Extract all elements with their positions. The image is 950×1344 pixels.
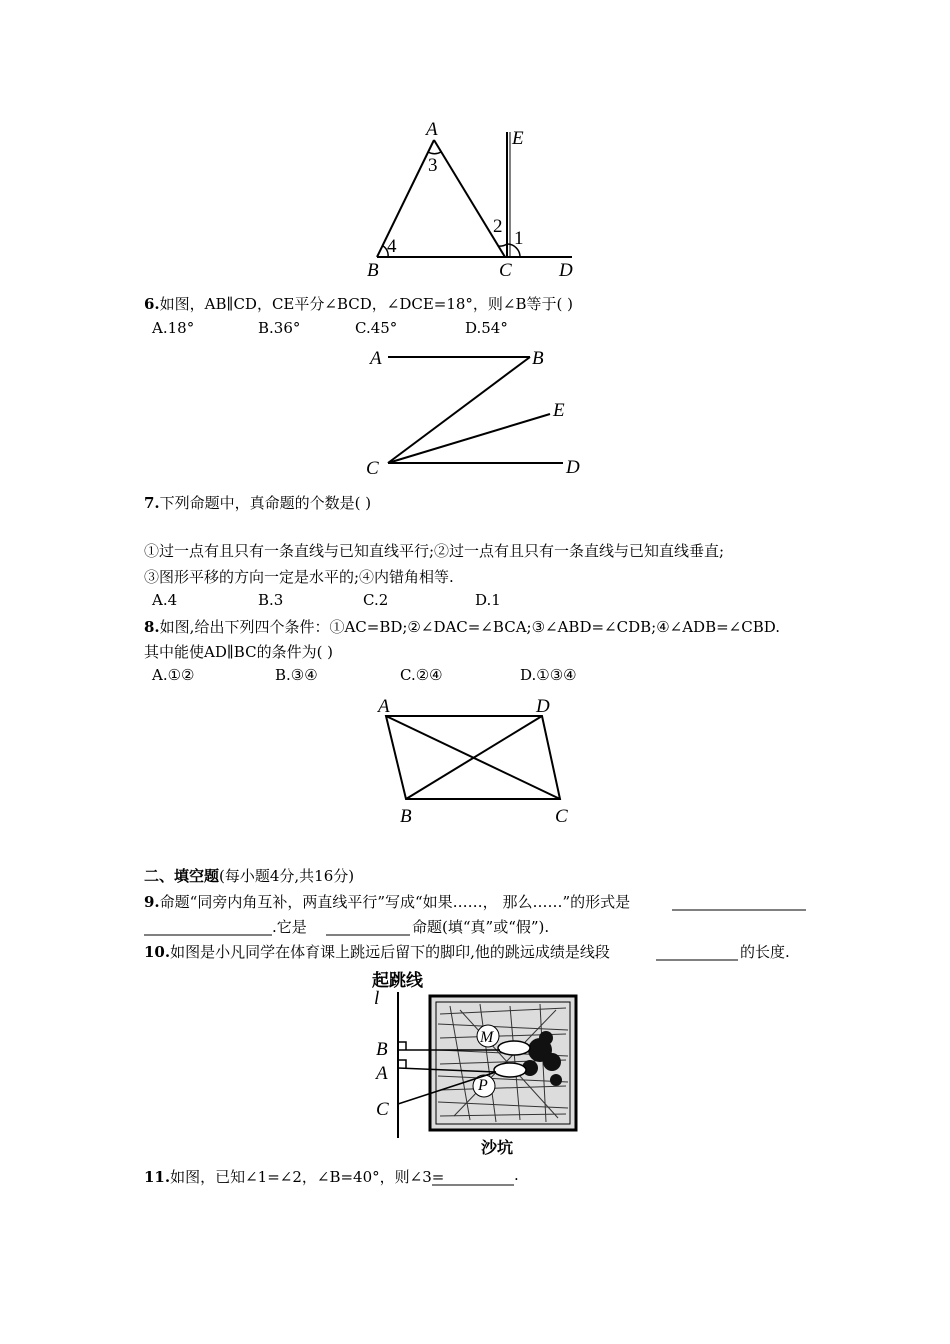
question-text: 如图，AB∥CD，CE平分∠BCD，∠DCE=18°，则∠B等于( ) (159, 295, 574, 313)
option-b: B.36° (258, 319, 301, 337)
option-c: C.2 (363, 591, 389, 609)
question-8-line-2: 其中能使AD∥BC的条件为( ) (144, 643, 334, 661)
question-number: 10. (144, 943, 171, 961)
figure-triangle (360, 118, 590, 283)
label-P: P (478, 1077, 488, 1094)
question-10-end: 的长度. (740, 943, 790, 961)
option-c: C.45° (355, 319, 398, 337)
figure-long-jump (370, 990, 585, 1160)
label-1: 1 (514, 228, 524, 249)
label-B: B (532, 348, 544, 369)
option-a: A.①② (152, 666, 195, 684)
label-l: l (374, 990, 380, 1009)
option-a: A.18° (152, 319, 195, 337)
option-b: B.③④ (275, 666, 318, 684)
question-number: 6. (144, 295, 160, 313)
question-7 (144, 492, 371, 513)
question-number: 7. (144, 494, 160, 512)
option-d: D.1 (475, 591, 501, 609)
label-A: A (378, 696, 390, 717)
option-a: A.4 (152, 591, 178, 609)
label-C: C (376, 1099, 389, 1120)
label-C: C (499, 260, 512, 281)
label-B: B (367, 260, 379, 281)
option-c: C.②④ (400, 666, 443, 684)
question-8 (144, 616, 780, 637)
question-11 (144, 1166, 444, 1187)
label-C: C (555, 806, 568, 827)
section-title: 二、填空题 (144, 867, 220, 885)
label-D: D (536, 696, 550, 717)
question-9-end: 命题(填“真”或“假”). (412, 918, 550, 936)
question-text: 如图,给出下列四个条件：①AC=BD;②∠DAC=∠BCA;③∠ABD=∠CDB;④∠ADB=∠CBD. (159, 618, 780, 636)
answer-blank[interactable] (672, 893, 807, 913)
label-A: A (376, 1063, 388, 1084)
option-d: D.54° (465, 319, 508, 337)
question-9-mid: .它是 (272, 918, 307, 936)
answer-blank[interactable] (656, 943, 740, 963)
section-header (144, 865, 354, 886)
question-number: 9. (144, 893, 160, 911)
label-B: B (400, 806, 412, 827)
jump-title: 起跳线 (372, 971, 423, 991)
label-2: 2 (493, 216, 503, 237)
question-11-end: . (514, 1166, 519, 1184)
figure-parallelogram (370, 694, 585, 829)
question-9 (144, 891, 630, 912)
question-10 (144, 941, 610, 962)
answer-blank[interactable] (432, 1168, 516, 1188)
question-6 (144, 293, 573, 314)
label-D: D (559, 260, 573, 281)
label-B: B (376, 1039, 388, 1060)
statement-line-1: ①过一点有且只有一条直线与已知直线平行;②过一点有且只有一条直线与已知直线垂直; (144, 542, 725, 560)
label-3: 3 (428, 155, 438, 176)
question-text: 如图，已知∠1=∠2，∠B=40°，则∠3= (170, 1168, 445, 1186)
label-C: C (366, 458, 379, 479)
question-text: 命题“同旁内角互补，两直线平行”写成“如果……， 那么……”的形式是 (159, 893, 631, 911)
sand-pit-label: 沙坑 (481, 1138, 514, 1157)
question-number: 11. (144, 1168, 171, 1186)
label-E: E (553, 400, 565, 421)
label-A: A (370, 348, 382, 369)
label-4: 4 (387, 236, 397, 257)
answer-blank[interactable] (326, 918, 412, 938)
option-b: B.3 (258, 591, 284, 609)
answer-blank[interactable] (144, 918, 274, 938)
option-d: D.①③④ (520, 666, 577, 684)
label-M: M (480, 1029, 494, 1046)
section-note: (每小题4分,共16分) (219, 867, 355, 885)
statement-line-2: ③图形平移的方向一定是水平的;④内错角相等. (144, 568, 454, 586)
figure-z (360, 342, 595, 482)
label-D: D (566, 457, 580, 478)
label-E: E (512, 128, 524, 149)
question-text: 如图是小凡同学在体育课上跳远后留下的脚印,他的跳远成绩是线段 (170, 943, 610, 961)
label-A: A (426, 119, 438, 140)
question-text: 下列命题中，真命题的个数是( ) (159, 494, 372, 512)
question-number: 8. (144, 618, 160, 636)
